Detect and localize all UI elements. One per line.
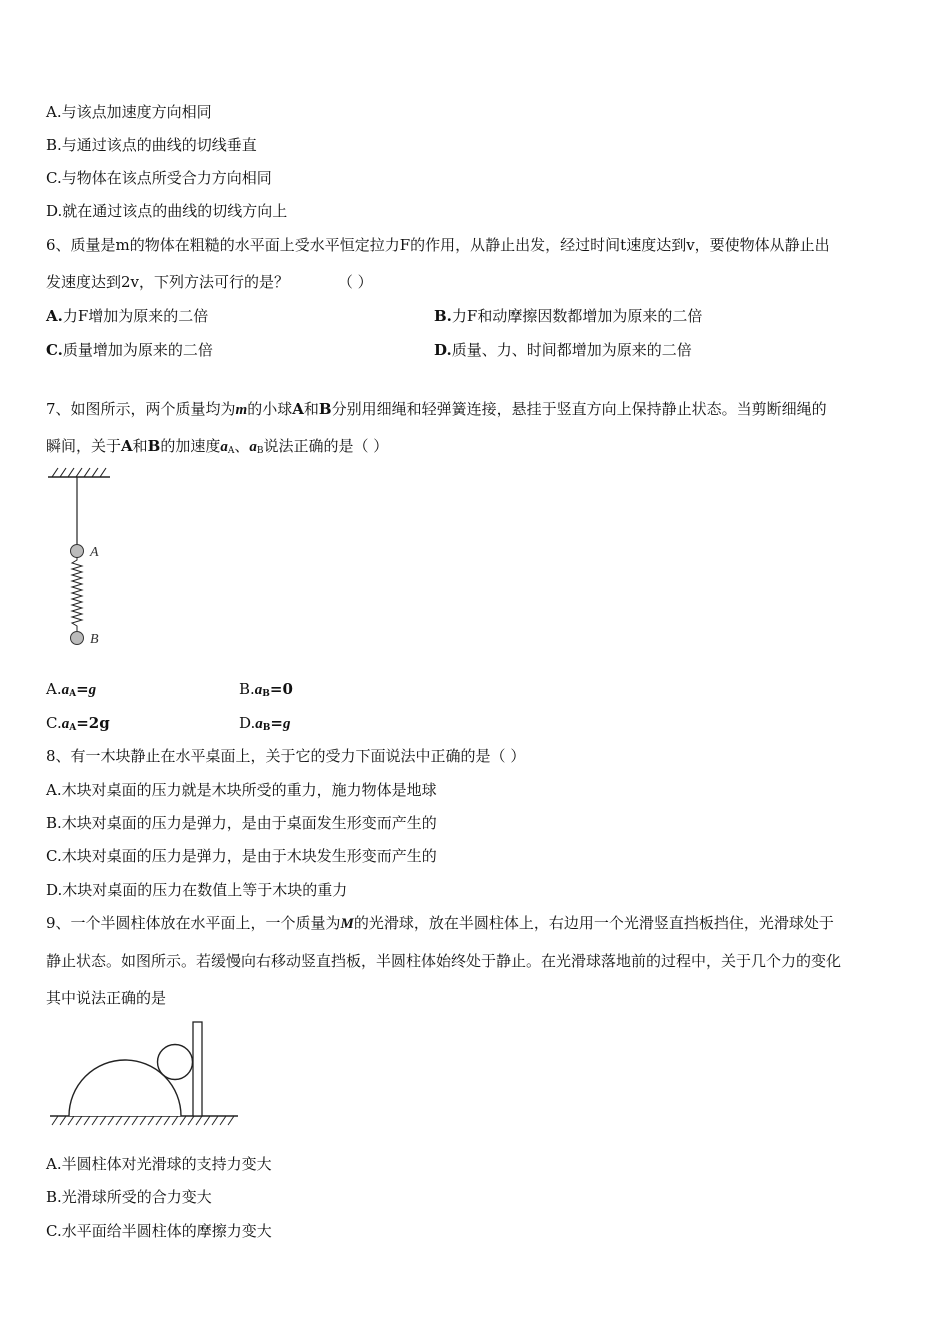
q7-text: 和 (132, 437, 148, 455)
q5-option-d: D.就在通过该点的曲线的切线方向上 (46, 202, 288, 220)
q7-option-b (239, 679, 293, 704)
q7-ball-b-label: B (318, 400, 332, 418)
q9-stem-line3: 其中说法正确的是 (46, 989, 167, 1007)
q7-subscript-a: A (227, 446, 235, 456)
q8-option-c: C.木块对桌面的压力是弹力，是由于木块发生形变而产生的 (46, 847, 437, 865)
q7-option-b-letter: B. (239, 680, 255, 698)
q7-accel-symbol: a (61, 682, 70, 698)
q6-option-d-letter: D. (434, 341, 452, 359)
q7-text: 说法正确的是（ ） (263, 437, 389, 455)
q6-option-a-letter: A. (46, 307, 63, 325)
q7-option-d (239, 713, 290, 738)
q6-option-c-text: 质量增加为原来的二倍 (62, 341, 213, 359)
q6-answer-paren: （ ） (337, 273, 373, 291)
q7-subscript-b: B (256, 446, 264, 456)
q7-stem-line1 (46, 399, 827, 420)
q8-stem: 8、有一木块静止在水平桌面上，关于它的受力下面说法中正确的是（ ） (46, 747, 526, 765)
q9-text: 9、一个半圆柱体放在水平面上，一个质量为 (46, 914, 341, 932)
q7-option-d-value: g (282, 716, 291, 732)
q7-text: 7、如图所示，两个质量均为 (46, 400, 236, 418)
q9-option-c: C.水平面给半圆柱体的摩擦力变大 (46, 1222, 272, 1240)
q7-text: 瞬间，关于 (46, 437, 122, 455)
q8-option-a: A.木块对桌面的压力就是木块所受的重力，施力物体是地球 (46, 781, 437, 799)
q8-option-d: D.木块对桌面的压力在数值上等于木块的重力 (46, 881, 348, 899)
q7-option-a (46, 679, 96, 704)
q7-spring-figure (40, 462, 130, 652)
q7-option-d-letter: D. (239, 714, 256, 732)
q7-ball-a-label: A (292, 400, 304, 418)
q6-option-b (434, 306, 702, 326)
q6-stem-text: 发速度达到2v，下列方法可行的是？ (46, 273, 290, 291)
q7-option-c-letter: C. (46, 714, 62, 732)
q6-option-b-letter: B. (434, 307, 452, 325)
q6-stem-line2 (46, 272, 373, 292)
q7-accel-symbol: a (254, 682, 263, 698)
q9-option-b: B.光滑球所受的合力变大 (46, 1188, 212, 1206)
q7-text: 和 (303, 400, 319, 418)
q6-option-a-text: 力F增加为原来的二倍 (62, 307, 209, 325)
q7-figure-label-b: B (90, 632, 99, 647)
q8-option-b: B.木块对桌面的压力是弹力，是由于桌面发生形变而产生的 (46, 814, 437, 832)
q9-stem-line1 (46, 913, 834, 934)
q9-half-cylinder-figure (44, 1018, 244, 1130)
q7-subscript-a: A (69, 723, 77, 733)
q7-mass-symbol: m (235, 402, 248, 418)
q7-accel-symbol: a (255, 716, 263, 732)
q7-accel-symbol: a (220, 439, 228, 455)
q7-stem-line2 (46, 436, 388, 461)
q9-text: 的光滑球，放在半圆柱体上，右边用一个光滑竖直挡板挡住，光滑球处于 (353, 914, 834, 932)
q7-option-c (46, 713, 110, 738)
q7-option-a-value: g (88, 682, 97, 698)
q5-option-a: A.与该点加速度方向相同 (46, 103, 212, 121)
q7-subscript-b: B (262, 723, 271, 733)
q7-text: 的小球 (247, 400, 293, 418)
q7-text: 的加速度 (160, 437, 221, 455)
q7-accel-symbol: a (61, 716, 70, 732)
q7-subscript-b: B (262, 689, 270, 699)
q7-ball-b-label: B (147, 437, 161, 455)
q7-text: 分别用细绳和轻弹簧连接，悬挂于竖直方向上保持静止状态。当剪断细绳的 (331, 400, 827, 418)
q7-accel-symbol: a (249, 439, 257, 455)
q6-option-d-text: 质量、力、时间都增加为原来的二倍 (451, 341, 692, 359)
q7-text: 、 (234, 437, 250, 455)
q7-subscript-a: A (69, 689, 77, 699)
q7-option-b-eq: =0 (269, 680, 293, 698)
q9-option-a: A.半圆柱体对光滑球的支持力变大 (46, 1155, 272, 1173)
q6-option-a (46, 306, 208, 326)
q5-option-c: C.与物体在该点所受合力方向相同 (46, 169, 272, 187)
q7-option-d-eq: = (270, 714, 283, 732)
q7-option-c-eq: =2g (76, 714, 110, 732)
q7-option-a-eq: = (76, 680, 89, 698)
q9-mass-symbol: M (340, 916, 354, 932)
q7-option-a-letter: A. (46, 680, 62, 698)
q6-option-c (46, 340, 213, 360)
q6-option-b-text: 力F和动摩擦因数都增加为原来的二倍 (451, 307, 703, 325)
q6-option-c-letter: C. (46, 341, 63, 359)
q6-stem-line1: 6、质量是m的物体在粗糙的水平面上受水平恒定拉力F的作用，从静止出发，经过时间t速度达到v，要使物体从静止出 (46, 236, 830, 254)
q9-stem-line2: 静止状态。如图所示。若缓慢向右移动竖直挡板，半圆柱体始终处于静止。在光滑球落地前的过程中，关于几个力的变化 (46, 952, 842, 970)
q7-ball-a-label: A (121, 437, 133, 455)
q7-figure-label-a: A (90, 545, 99, 560)
q6-option-d (434, 340, 692, 360)
q5-option-b: B.与通过该点的曲线的切线垂直 (46, 136, 257, 154)
